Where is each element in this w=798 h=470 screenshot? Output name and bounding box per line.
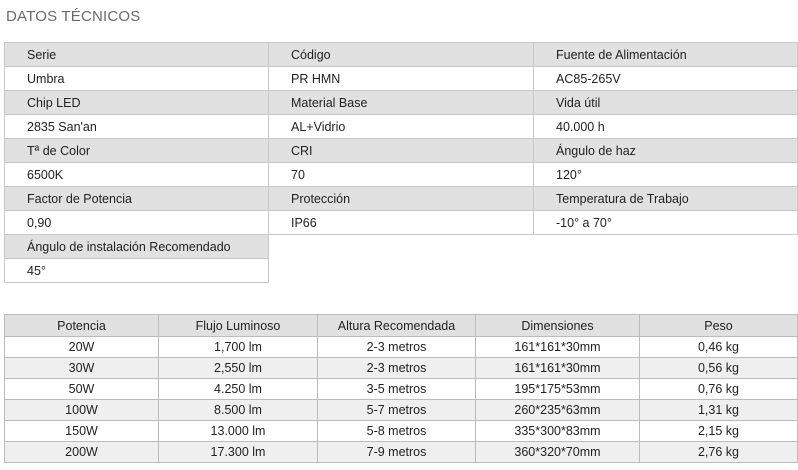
spec-value: 6500K <box>5 163 269 187</box>
table-cell: 260*235*63mm <box>476 400 640 421</box>
spec-label-row <box>5 43 798 67</box>
column-header: Peso <box>640 315 798 337</box>
table-cell: 4.250 lm <box>159 379 318 400</box>
spec-label: Protección <box>269 187 534 211</box>
table-cell: 7-9 metros <box>318 442 476 463</box>
table-cell: 1,700 lm <box>159 337 318 358</box>
column-header: Altura Recomendada <box>318 315 476 337</box>
table-cell: 360*320*70mm <box>476 442 640 463</box>
spec-value: IP66 <box>269 211 534 235</box>
spec-value: 45° <box>5 259 269 283</box>
spec-label: Factor de Potencia <box>5 187 269 211</box>
column-header: Flujo Luminoso <box>159 315 318 337</box>
table-cell: 30W <box>5 358 159 379</box>
table-cell: 2,550 lm <box>159 358 318 379</box>
spec-value: -10° a 70° <box>534 211 798 235</box>
spec-label-row <box>5 187 798 211</box>
spec-label-row <box>5 91 798 115</box>
spec-label: Código <box>269 43 534 67</box>
spec-value: PR HMN <box>269 67 534 91</box>
table-row <box>5 442 798 463</box>
table-row <box>5 379 798 400</box>
spec-value: AL+Vidrio <box>269 115 534 139</box>
specs-table <box>4 42 798 283</box>
empty-cell <box>534 259 798 283</box>
table-cell: 2-3 metros <box>318 337 476 358</box>
spec-value: Umbra <box>5 67 269 91</box>
spec-label: CRI <box>269 139 534 163</box>
spec-value-row <box>5 67 798 91</box>
spec-label: Material Base <box>269 91 534 115</box>
empty-cell <box>269 235 534 259</box>
empty-cell <box>534 235 798 259</box>
table-cell: 50W <box>5 379 159 400</box>
spec-label: Tª de Color <box>5 139 269 163</box>
table-cell: 335*300*83mm <box>476 421 640 442</box>
table-cell: 13.000 lm <box>159 421 318 442</box>
table-cell: 3-5 metros <box>318 379 476 400</box>
spec-label: Fuente de Alimentación <box>534 43 798 67</box>
table-cell: 20W <box>5 337 159 358</box>
table-cell: 5-7 metros <box>318 400 476 421</box>
table-cell: 2,15 kg <box>640 421 798 442</box>
column-header: Potencia <box>5 315 159 337</box>
table-cell: 161*161*30mm <box>476 337 640 358</box>
spec-label: Temperatura de Trabajo <box>534 187 798 211</box>
spec-value: AC85-265V <box>534 67 798 91</box>
power-table-header <box>5 315 798 337</box>
column-header: Dimensiones <box>476 315 640 337</box>
spec-label-row <box>5 139 798 163</box>
section-title: DATOS TÉCNICOS <box>6 8 141 25</box>
spec-value: 40.000 h <box>534 115 798 139</box>
table-row <box>5 421 798 442</box>
spec-label-row <box>5 235 798 259</box>
table-cell: 161*161*30mm <box>476 358 640 379</box>
spec-label: Ángulo de instalación Recomendado <box>5 235 269 259</box>
spec-value: 0,90 <box>5 211 269 235</box>
spec-value: 70 <box>269 163 534 187</box>
table-cell: 17.300 lm <box>159 442 318 463</box>
table-row <box>5 358 798 379</box>
spec-value: 2835 San'an <box>5 115 269 139</box>
spec-label: Vida útil <box>534 91 798 115</box>
table-cell: 100W <box>5 400 159 421</box>
spec-label: Chip LED <box>5 91 269 115</box>
table-row <box>5 337 798 358</box>
table-cell: 5-8 metros <box>318 421 476 442</box>
empty-cell <box>269 259 534 283</box>
table-cell: 150W <box>5 421 159 442</box>
table-cell: 195*175*53mm <box>476 379 640 400</box>
table-cell: 2,76 kg <box>640 442 798 463</box>
table-row <box>5 400 798 421</box>
spec-label: Serie <box>5 43 269 67</box>
spec-value-row <box>5 163 798 187</box>
table-cell: 2-3 metros <box>318 358 476 379</box>
power-table <box>4 314 798 463</box>
table-cell: 1,31 kg <box>640 400 798 421</box>
table-cell: 200W <box>5 442 159 463</box>
table-cell: 0,46 kg <box>640 337 798 358</box>
spec-value-row <box>5 115 798 139</box>
table-cell: 8.500 lm <box>159 400 318 421</box>
spec-value-row <box>5 259 798 283</box>
table-cell: 0,56 kg <box>640 358 798 379</box>
spec-value: 120° <box>534 163 798 187</box>
spec-value-row <box>5 211 798 235</box>
spec-label: Ángulo de haz <box>534 139 798 163</box>
table-cell: 0,76 kg <box>640 379 798 400</box>
